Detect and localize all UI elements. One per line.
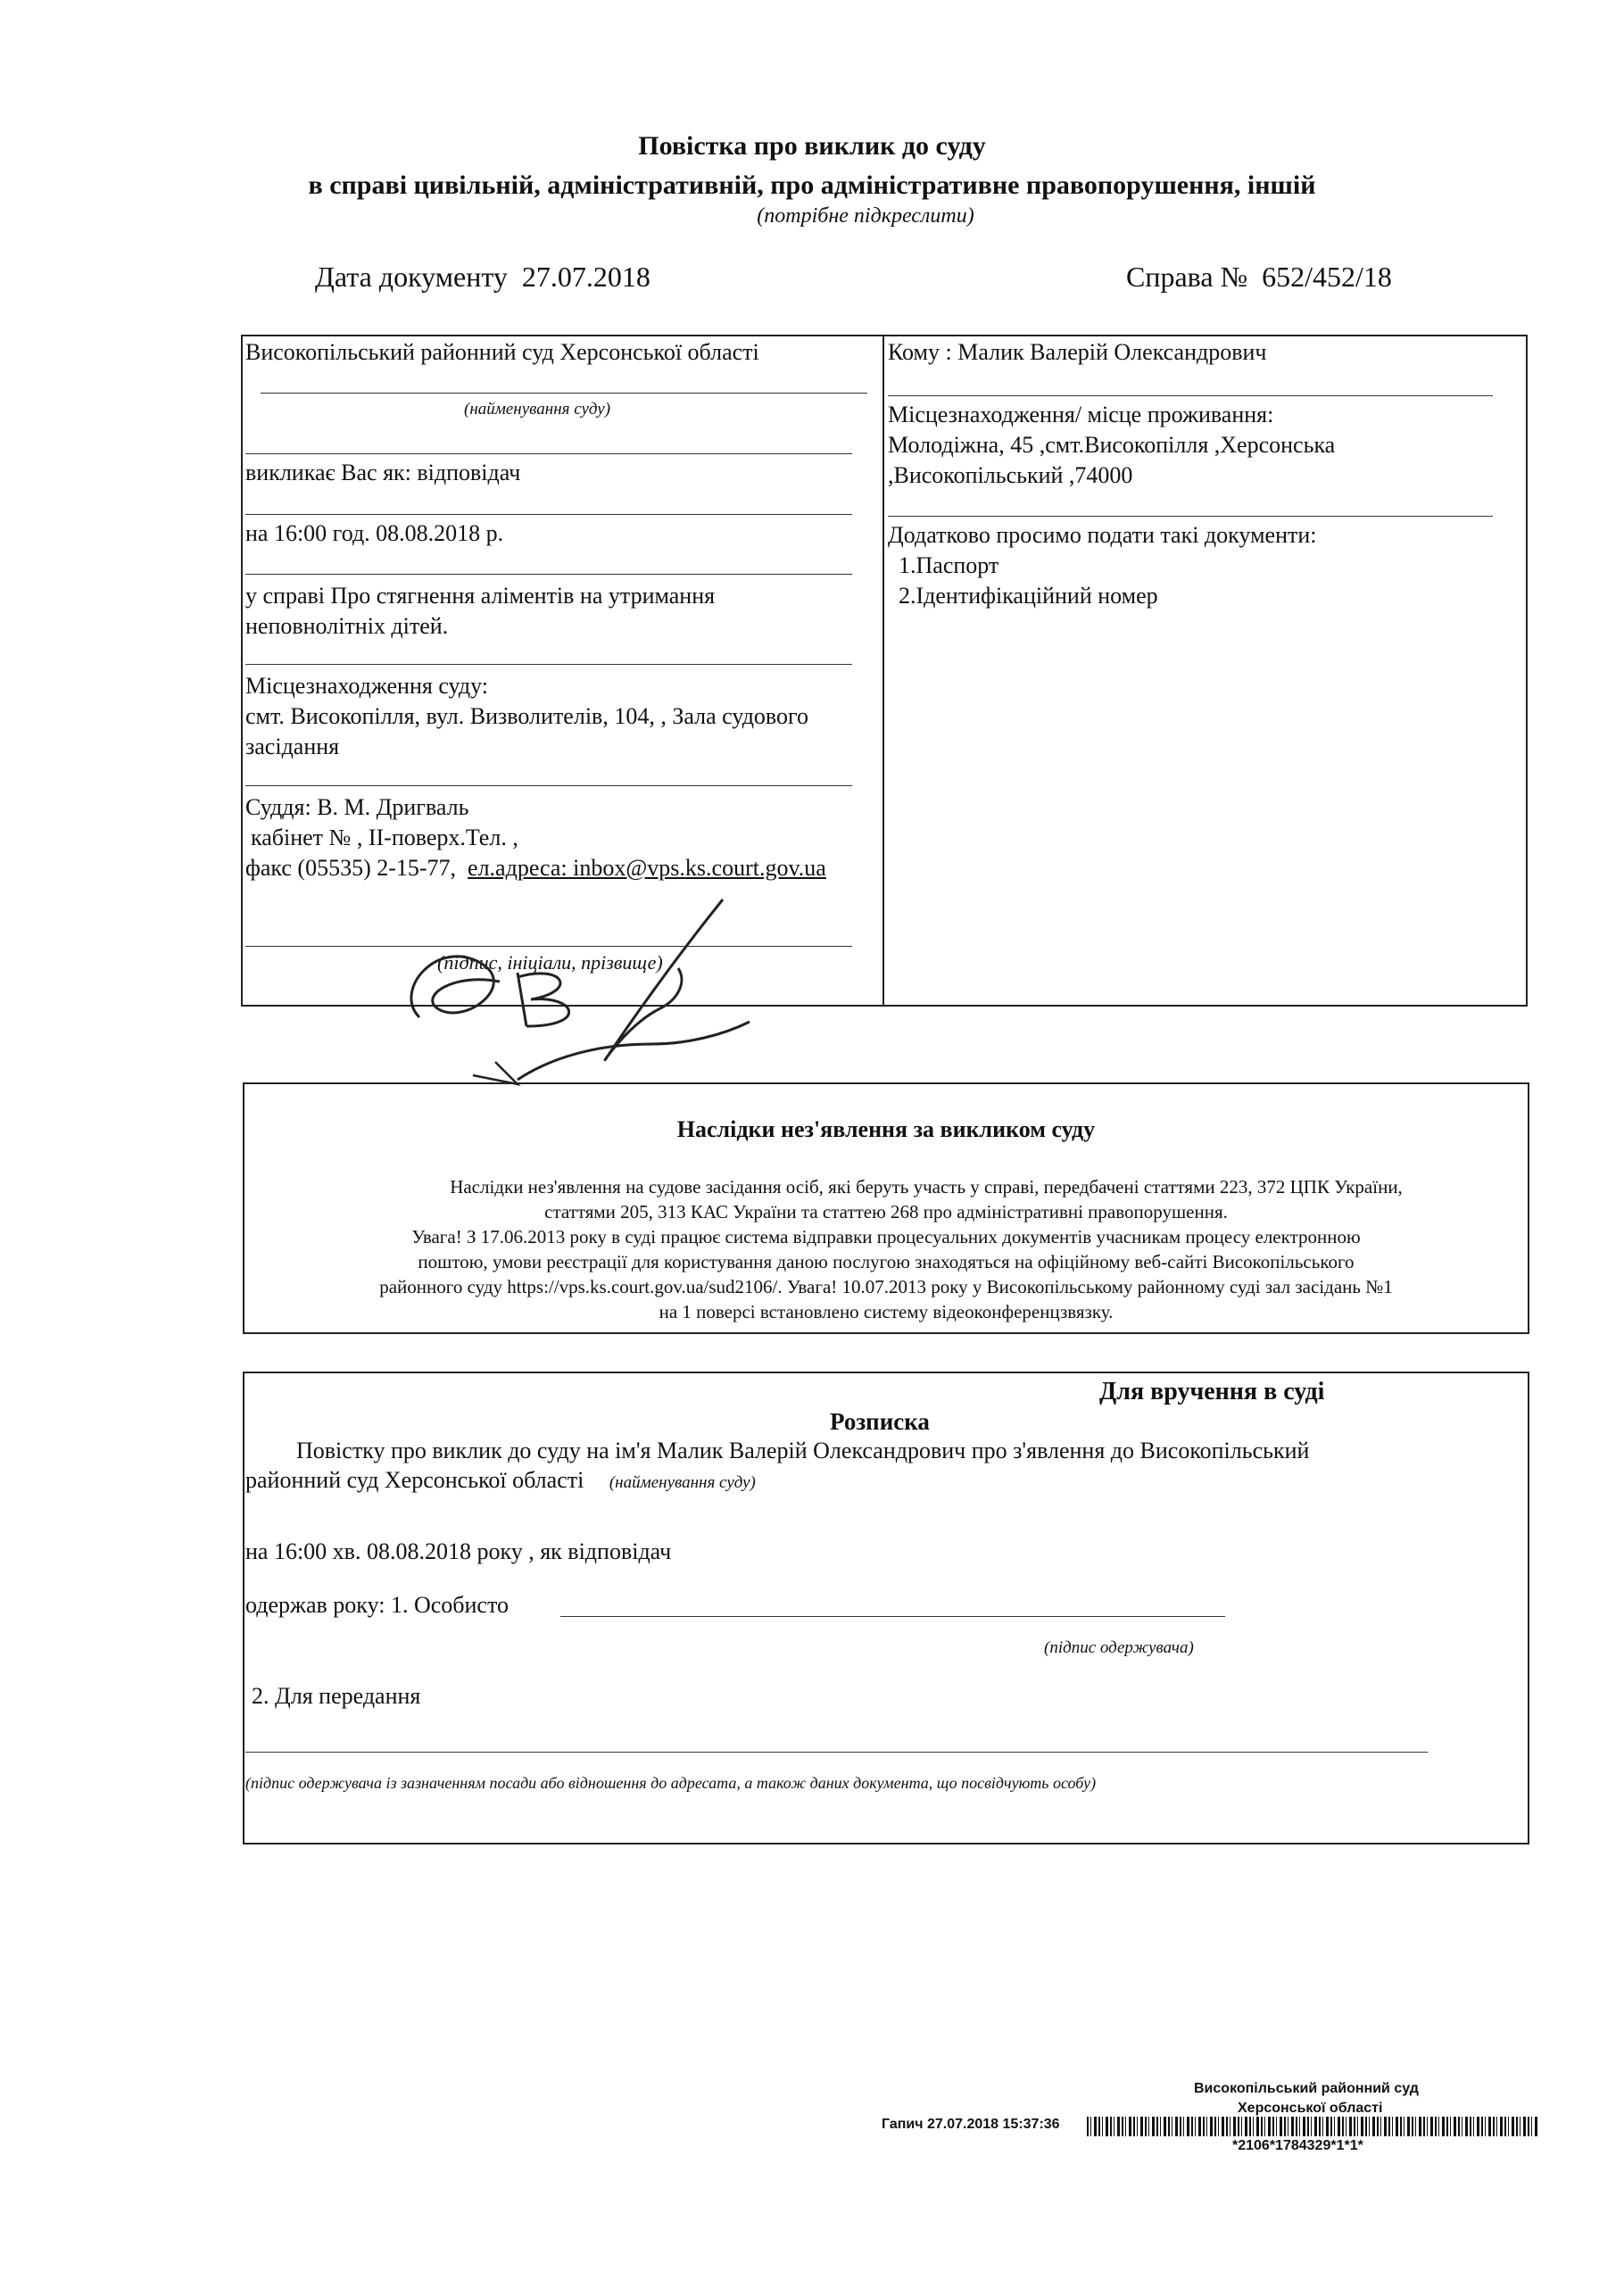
stamp-court-line: Високопільський районний суд [1194, 2081, 1419, 2096]
transfer-label: 2. Для передання [252, 1683, 421, 1709]
divider-line [888, 516, 1493, 517]
receipt-time: на 16:00 хв. 08.08.2018 року , як відповідач [245, 1538, 672, 1564]
date-value: 27.07.2018 [521, 261, 650, 293]
office-info: кабінет № , ІІ-поверх.Тел. , [251, 825, 518, 850]
location-line: смт. Високопілля, вул. Визволителів, 104, , Зала судового [245, 703, 809, 729]
received-line: одержав року: 1. Особисто [245, 1592, 509, 1618]
barcode [1087, 2117, 1537, 2136]
barcode-number: *2106*1784329*1*1* [1232, 2138, 1363, 2153]
title-note: (потрібне підкреслити) [757, 204, 974, 228]
court-location [245, 671, 808, 762]
court-name: Високопільський районний суд Херсонської області [245, 339, 759, 365]
receipt-court-name: районний суд Херсонської області [245, 1467, 584, 1493]
recipient-signature-caption: (підпис одержувача) [1044, 1638, 1194, 1657]
divider-line [245, 453, 852, 454]
divider-line [245, 664, 852, 665]
signature-line [560, 1616, 1225, 1617]
case-subject [245, 581, 715, 642]
consequences-text [243, 1174, 1529, 1324]
divider-line [888, 395, 1493, 396]
receipt-line-1: Повістку про виклик до суду на ім'я Малик Валерій Олександрович про з'явлення до Високопільський [296, 1438, 1310, 1463]
consequences-line: статтями 205, 313 КАС України та статтею 268 про адміністративні правопорушення. [544, 1201, 1228, 1223]
document-item: 2.Ідентифікаційний номер [899, 583, 1158, 609]
document-title: Повістка про виклик до суду [638, 131, 986, 161]
case-number [1126, 261, 1392, 294]
column-divider [882, 335, 884, 1007]
address-line: Молодіжна, 45 ,смт.Високопілля ,Херсонська [888, 432, 1336, 458]
location-label: Місцезнаходження суду: [245, 673, 488, 699]
divider-line [245, 785, 852, 786]
location-line: засідання [245, 734, 340, 759]
judge-name: Суддя: В. М. Дригваль [245, 794, 469, 820]
court-caption: (найменування суду) [464, 400, 611, 419]
address-line: ,Високопільський ,74000 [888, 462, 1133, 488]
divider-line [245, 514, 852, 515]
receipt-court-caption: (найменування суду) [609, 1473, 756, 1492]
address-label: Місцезнаходження/ місце проживання: [888, 402, 1274, 427]
consequences-line: на 1 поверсі встановлено систему відеоконференцзвязку. [659, 1301, 1114, 1322]
recipient-name: Кому : Малик Валерій Олександрович [888, 339, 1267, 365]
transfer-caption: (підпис одержувача із зазначенням посади або відношення до адресата, а також даних документа, що посвідчують особу) [245, 1774, 1097, 1792]
stamp-court-line: Херсонської області [1238, 2101, 1383, 2116]
stamp-court [1194, 2079, 1419, 2118]
date-label: Дата документу [315, 261, 508, 293]
court-email: ел.адреса: inbox@vps.ks.court.gov.ua [468, 855, 826, 881]
stamp-meta: Гапич 27.07.2018 15:37:36 [882, 2117, 1060, 2132]
contact-info [245, 853, 826, 883]
sign-caption: (підпис, ініціали, прізвище) [437, 951, 663, 974]
divider-line [245, 574, 852, 575]
recipient-address [888, 400, 1335, 491]
consequences-line: Увага! З 17.06.2013 року в суді працює система відправки процесуальних документів учасникам процесу електронною [411, 1226, 1361, 1248]
judge-info [245, 792, 826, 883]
document-date [315, 261, 650, 294]
consequences-title: Наслідки нез'явлення за викликом суду [676, 1116, 1096, 1142]
transfer-signature-line [245, 1752, 1428, 1753]
consequences-line: Наслідки нез'явлення на судове засідання осіб, які беруть участь у справі, передбачені статтями 223, 372 ЦПК України, [450, 1176, 1403, 1198]
case-label: Справа № [1126, 261, 1248, 293]
case-subject-line: неповнолітніх дітей. [245, 613, 449, 639]
case-subject-line: у справі Про стягнення аліментів на утримання [245, 583, 716, 609]
document-item: 1.Паспорт [899, 552, 999, 578]
fax: факс (05535) 2-15-77, [245, 855, 457, 881]
hearing-time: на 16:00 год. 08.08.2018 р. [245, 520, 504, 546]
receipt-title: Розписка [830, 1408, 930, 1435]
for-delivery-label: Для вручення в суді [1099, 1378, 1325, 1405]
consequences-line: районного суду https://vps.ks.court.gov.ua/sud2106/. Увага! 10.07.2013 року у Високопільському районному суді зал засідань №1 [379, 1276, 1393, 1297]
case-value: 652/452/18 [1262, 261, 1392, 293]
document-subtitle: в справі цивільній, адміністративній, про адміністративне правопорушення, іншій [308, 170, 1316, 200]
court-name-line [261, 393, 867, 394]
documents-label: Додатково просимо подати такі документи: [888, 522, 1317, 548]
consequences-line: поштою, умови реєстрації для користування даною послугою знаходяться на офіційному веб-сайті Високопільського [418, 1251, 1355, 1272]
summons-as: викликає Вас як: відповідач [245, 460, 521, 485]
required-documents [888, 520, 1317, 611]
receipt-line-2 [245, 1467, 756, 1494]
signature-scribble [384, 883, 776, 1089]
